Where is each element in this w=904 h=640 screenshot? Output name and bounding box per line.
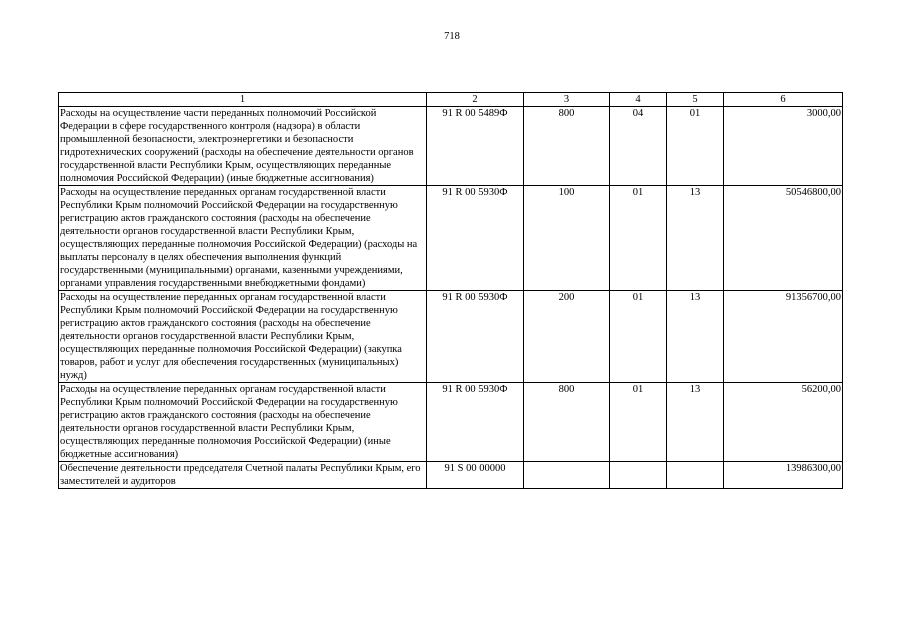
row-subsection: 13	[667, 383, 724, 462]
row-description: Расходы на осуществление части переданных полномочий Российской Федерации в сфере государственного контроля (надзора) в области промышленной безопасности, электроэнергетики и безопасности гидротехнических сооружений (расходы на обеспечение деятельности органов государственной власти Республики Крым, осуществляющих переданные полномочия Российской Федерации) (иные бюджетные ассигнования)	[59, 107, 427, 186]
budget-table	[58, 92, 843, 489]
row-section: 01	[610, 186, 667, 291]
row-expense-type: 800	[524, 383, 610, 462]
row-section: 04	[610, 107, 667, 186]
row-subsection: 01	[667, 107, 724, 186]
header-col-2: 2	[427, 93, 524, 107]
row-target-code: 91 S 00 00000	[427, 462, 524, 489]
row-expense-type: 100	[524, 186, 610, 291]
row-target-code: 91 R 00 5489Ф	[427, 107, 524, 186]
row-expense-type: 200	[524, 291, 610, 383]
table-header-row	[59, 93, 843, 107]
page-number: 718	[444, 31, 460, 42]
row-target-code: 91 R 00 5930Ф	[427, 383, 524, 462]
row-expense-type	[524, 462, 610, 489]
row-amount: 3000,00	[724, 107, 843, 186]
row-subsection: 13	[667, 186, 724, 291]
row-target-code: 91 R 00 5930Ф	[427, 186, 524, 291]
row-section: 01	[610, 291, 667, 383]
row-description: Расходы на осуществление переданных органам государственной власти Республики Крым полномочий Российской Федерации на государственную регистрацию актов гражданского состояния (расходы на обеспечение деятельности органов государственной власти Республики Крым, осуществляющих переданные полномочия Российской Федерации) (расходы на выплаты персоналу в целях обеспечения выполнения функций государственными (муниципальными) органами, казенными учреждениями, органами управления государственными внебюджетными фондами)	[59, 186, 427, 291]
row-section	[610, 462, 667, 489]
header-col-4: 4	[610, 93, 667, 107]
row-description: Расходы на осуществление переданных органам государственной власти Республики Крым полномочий Российской Федерации на государственную регистрацию актов гражданского состояния (расходы на обеспечение деятельности органов государственной власти Республики Крым, осуществляющих переданные полномочия Российской Федерации) (закупка товаров, работ и услуг для обеспечения государственных (муниципальных) нужд)	[59, 291, 427, 383]
table-row	[59, 291, 843, 383]
table-row	[59, 107, 843, 186]
row-amount: 50546800,00	[724, 186, 843, 291]
table-row	[59, 186, 843, 291]
row-description: Обеспечение деятельности председателя Счетной палаты Республики Крым, его заместителей и аудиторов	[59, 462, 427, 489]
row-subsection	[667, 462, 724, 489]
row-amount: 56200,00	[724, 383, 843, 462]
header-col-3: 3	[524, 93, 610, 107]
header-col-1: 1	[59, 93, 427, 107]
row-amount: 13986300,00	[724, 462, 843, 489]
table-row	[59, 462, 843, 489]
row-section: 01	[610, 383, 667, 462]
row-target-code: 91 R 00 5930Ф	[427, 291, 524, 383]
header-col-5: 5	[667, 93, 724, 107]
row-amount: 91356700,00	[724, 291, 843, 383]
row-subsection: 13	[667, 291, 724, 383]
row-expense-type: 800	[524, 107, 610, 186]
header-col-6: 6	[724, 93, 843, 107]
table-row	[59, 383, 843, 462]
row-description: Расходы на осуществление переданных органам государственной власти Республики Крым полномочий Российской Федерации на государственную регистрацию актов гражданского состояния (расходы на обеспечение деятельности органов государственной власти Республики Крым, осуществляющих переданные полномочия Российской Федерации) (иные бюджетные ассигнования)	[59, 383, 427, 462]
